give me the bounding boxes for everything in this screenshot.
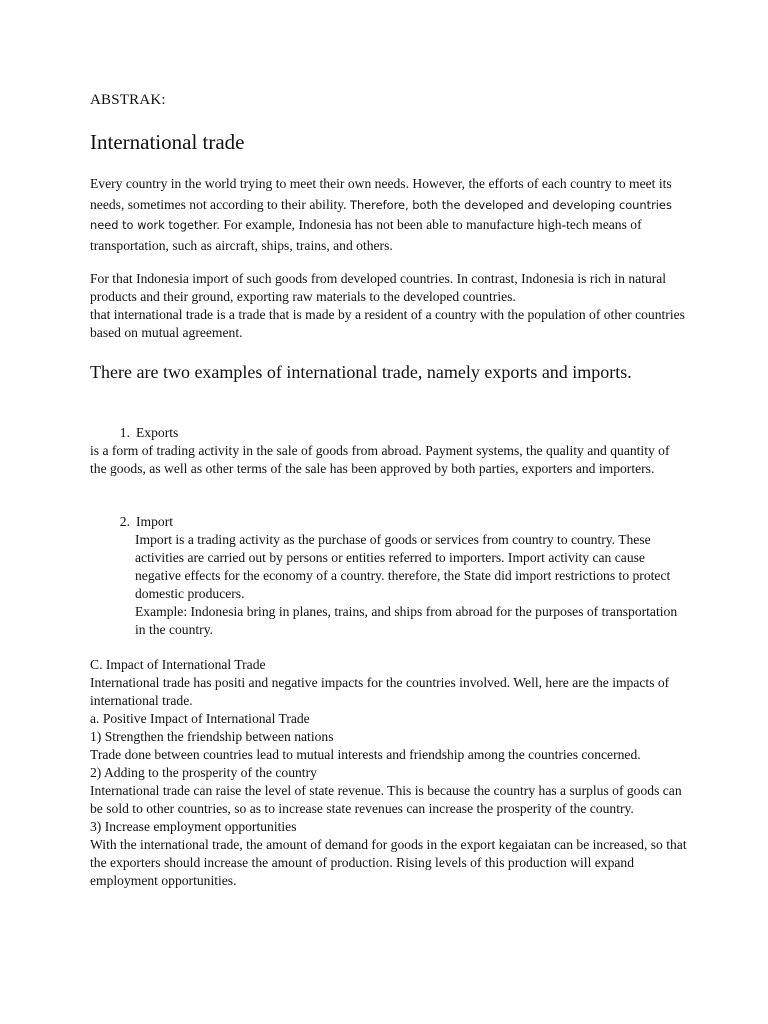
impact-1-title: 1) Strengthen the friendship between nations — [90, 729, 334, 744]
impact-3-title: 3) Increase employment opportunities — [90, 819, 297, 834]
intro-paragraph — [90, 174, 688, 256]
examples-subheading: There are two examples of international trade, namely exports and imports. — [90, 362, 632, 382]
import-item — [90, 513, 688, 639]
impact-2-title: 2) Adding to the prosperity of the country — [90, 765, 317, 780]
abstrak-heading: ABSTRAK: — [90, 92, 166, 108]
exports-item-header — [90, 424, 688, 442]
paragraph-2-line-2: that international trade is a trade that is made by a resident of a country with the population of other countries based on mutual agreement. — [90, 307, 685, 340]
paragraph-2-line-1: For that Indonesia import of such goods from developed countries. In contrast, Indonesia is rich in natural products and their ground, exporting raw materials to the developed countries. — [90, 271, 667, 304]
document-title: International trade — [90, 130, 245, 154]
exports-item-text: is a form of trading activity in the sale of goods from abroad. Payment systems, the quality and quantity of the goods, as well as other terms of the sale has been approved by both parties, exporters and importers. — [90, 443, 670, 476]
import-item-number: 2. — [119, 514, 130, 529]
intro-text-3: For example, Indonesia has not been able to manufacture high-tech means of transportation, such as aircraft, ships, trains, and others. — [90, 217, 642, 253]
import-item-header — [90, 513, 688, 531]
exports-item — [90, 424, 688, 478]
impact-section — [90, 656, 688, 890]
paragraph-2 — [90, 270, 688, 342]
import-item-text: Import is a trading activity as the purchase of goods or services from country to country. These activities are carried out by persons or entities referred to importers. Import activity can cause negative effects for the economy of a country. therefore, the State did import restrictions to protect domestic producers. — [135, 532, 671, 601]
impact-intro: International trade has positi and negative impacts for the countries involved. Well, here are the impacts of international trade. — [90, 675, 670, 708]
import-item-example: Example: Indonesia bring in planes, trains, and ships from abroad for the purposes of transportation in the country. — [135, 604, 678, 637]
exports-item-label: Exports — [136, 425, 179, 440]
impact-2-text: International trade can raise the level of state revenue. This is because the country has a surplus of goods can be sold to other countries, so as to increase state revenues can increase the prosperity of the country. — [90, 783, 682, 816]
exports-item-number: 1. — [119, 425, 130, 440]
impact-1-text: Trade done between countries lead to mutual interests and friendship among the countries concerned. — [90, 747, 641, 762]
intro-text-1: Every country in the world trying to meet their own needs. However, the efforts of each country to meet its needs, sometimes not according to their ability. — [90, 176, 672, 212]
impact-3-text: With the international trade, the amount of demand for goods in the export kegaiatan can be increased, so that the exporters should increase the amount of production. Rising levels of this production will expand employment opportunities. — [90, 837, 687, 888]
import-item-label: Import — [136, 514, 173, 529]
intro-text-2: Therefore, both the developed and developing countries need to work together. — [90, 197, 672, 232]
positive-impact-heading: a. Positive Impact of International Trade — [90, 711, 310, 726]
impact-heading: C. Impact of International Trade — [90, 657, 266, 672]
